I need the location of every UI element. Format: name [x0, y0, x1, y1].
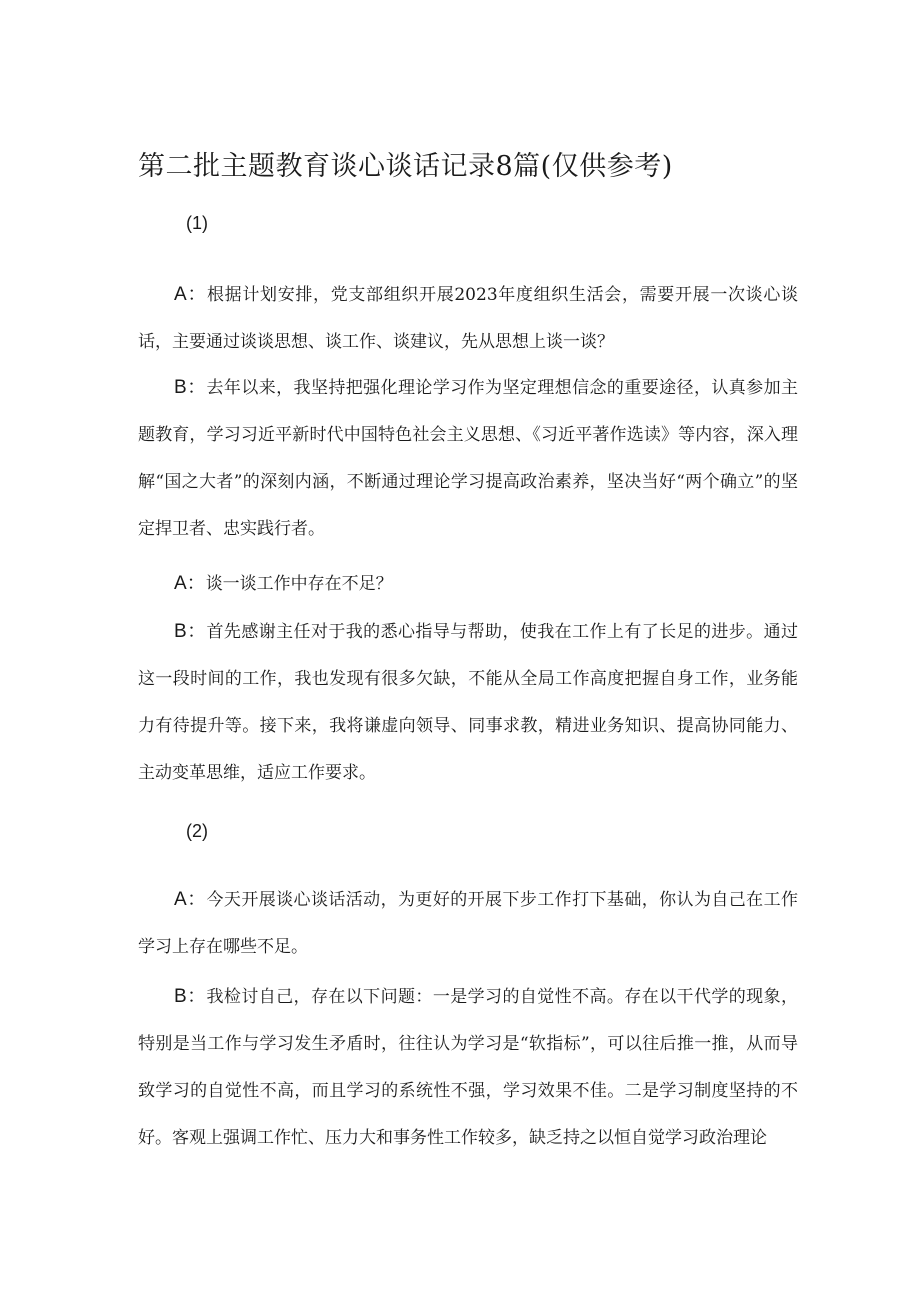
paragraph-text: 我检讨自己，存在以下问题：一是学习的自觉性不高。存在以干代学的现象，特别是当工作与学习发生矛盾时，往往认为学习是“软指标”，可以往后推一推，从而导致学习的自觉性不高，而且学习的系统性不强，学习效果不佳。二是学习制度坚持的不好。客观上强调工作忙、压力大和事务性工作较多，缺乏持之以恒自觉学习政治理论 [138, 987, 798, 1148]
paragraph-text: 根据计划安排，党支部组织开展2023年度组织生活会，需要开展一次谈心谈话，主要通过谈谈思想、谈工作、谈建议，先从思想上谈一谈？ [138, 285, 798, 352]
paragraph-text: 首先感谢主任对于我的悉心指导与帮助，使我在工作上有了长足的进步。通过这一段时间的工作，我也发现有很多欠缺，不能从全局工作高度把握自身工作，业务能力有待提升等。接下来，我将谦虚向领导、同事求教，精进业务知识、提高协同能力、主动变革思维，适应工作要求。 [138, 622, 798, 783]
paragraph-1-4 [138, 608, 798, 797]
paragraph-text: 谈一谈工作中存在不足？ [205, 574, 393, 594]
paragraph-1-3 [138, 560, 798, 608]
paragraph-1-1 [138, 271, 798, 366]
speaker-label: B： [174, 986, 207, 1007]
paragraph-text: 今天开展谈心谈话活动，为更好的开展下步工作打下基础，你认为自己在工作学习上存在哪些不足。 [138, 890, 798, 957]
speaker-label: B： [174, 377, 207, 398]
paragraph-1-2 [138, 364, 798, 553]
speaker-label: A： [174, 284, 208, 305]
speaker-label: A： [174, 573, 206, 594]
speaker-label: A： [174, 889, 207, 910]
speaker-label: B： [174, 621, 207, 642]
paragraph-text: 去年以来，我坚持把强化理论学习作为坚定理想信念的重要途径，认真参加主题教育，学习习近平新时代中国特色社会主义思想、《习近平著作选读》等内容，深入理解“国之大者”的深刻内涵，不断通过理论学习提高政治素养，坚决当好“两个确立”的坚定捍卫者、忠实践行者。 [138, 378, 798, 539]
section-number-2: (2) [186, 821, 208, 841]
paragraph-2-1 [138, 876, 798, 971]
paragraph-2-2 [138, 973, 798, 1162]
document-title: 第二批主题教育谈心谈话记录8篇(仅供参考) [138, 151, 673, 182]
section-number-1: (1) [186, 213, 208, 233]
